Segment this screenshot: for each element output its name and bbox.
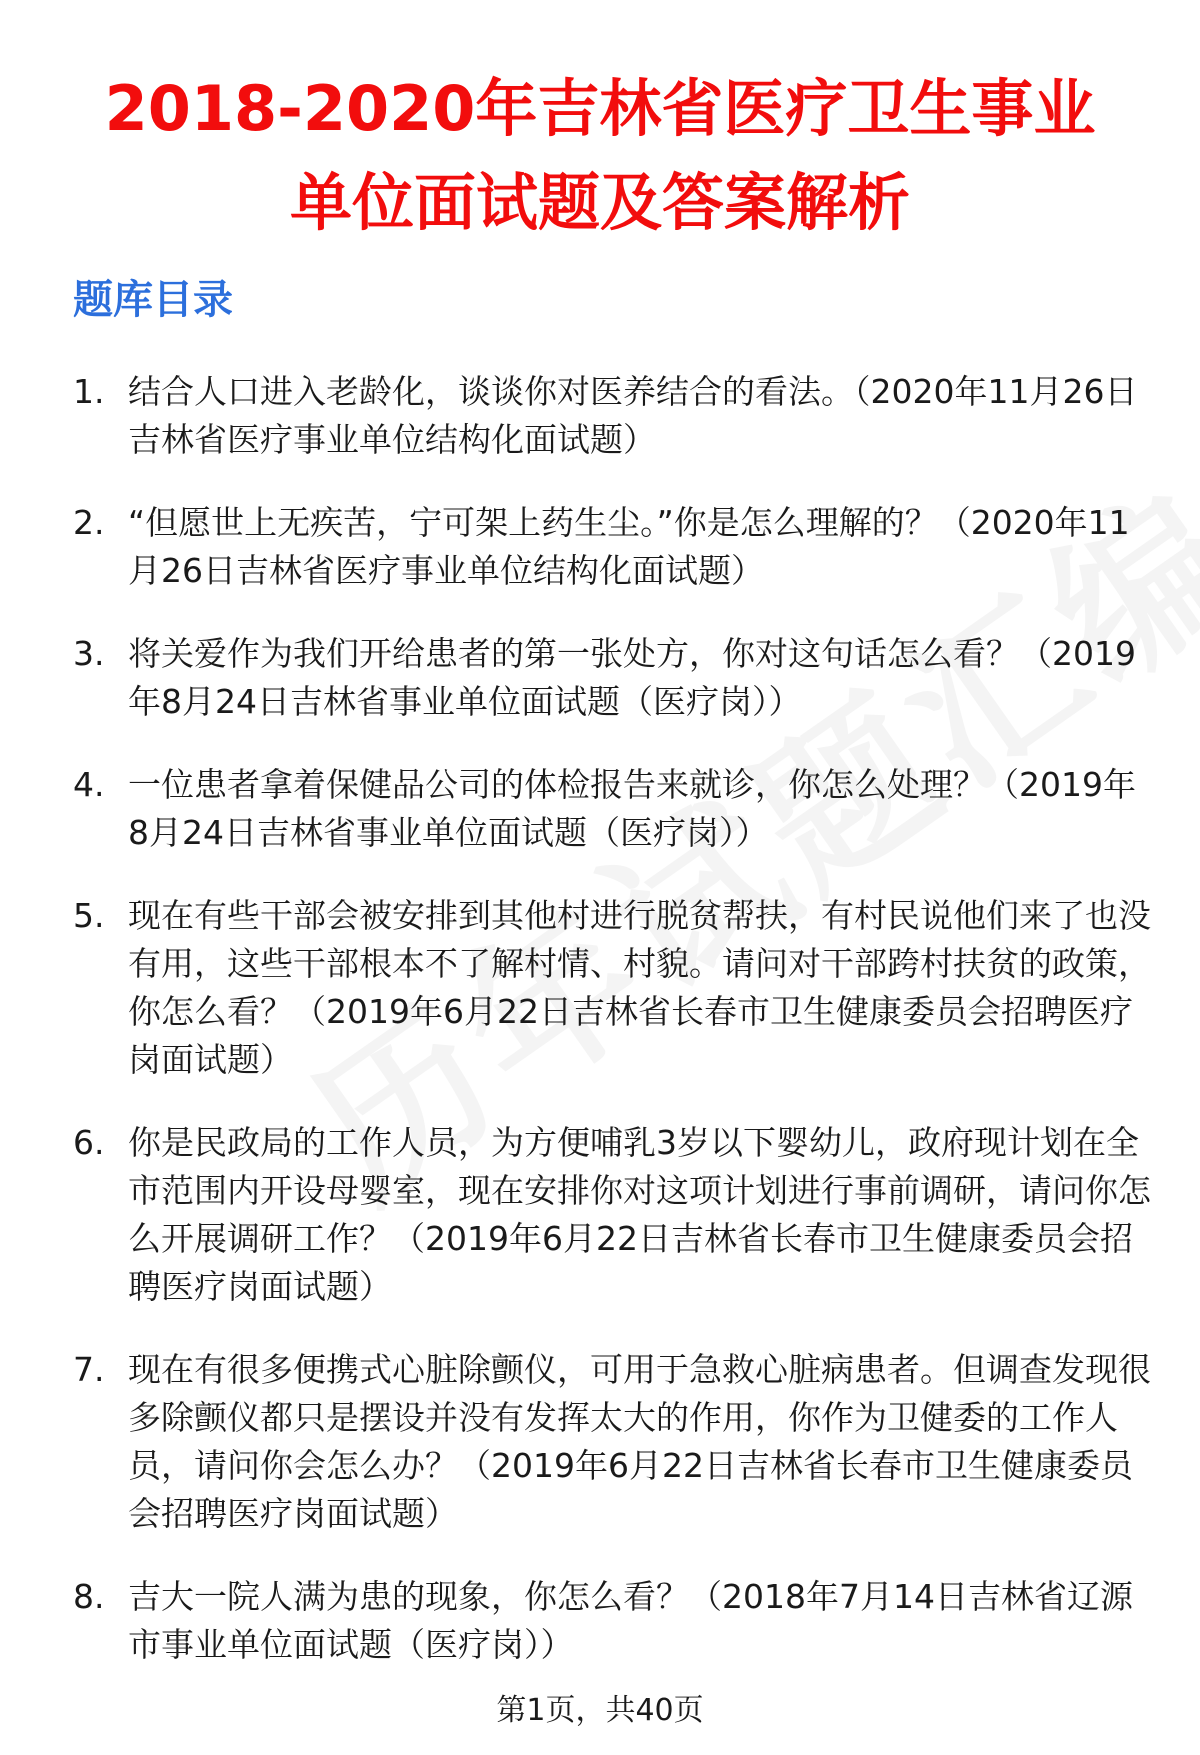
question-item bbox=[73, 368, 1153, 464]
page-title-line-2: 单位面试题及答案解析 bbox=[289, 166, 910, 239]
question-item bbox=[73, 1119, 1153, 1311]
question-text: 将关爱作为我们开给患者的第一张处方，你对这句话怎么看？（2019年8月24日吉林省事业单位面试题（医疗岗）） bbox=[128, 634, 1136, 721]
question-number: 3. bbox=[73, 634, 105, 673]
page-title-line-1: 2018-2020年吉林省医疗卫生事业 bbox=[104, 72, 1096, 145]
question-item bbox=[73, 892, 1153, 1084]
question-number: 5. bbox=[73, 896, 105, 935]
question-item bbox=[73, 499, 1153, 595]
question-item bbox=[73, 630, 1153, 726]
question-number: 1. bbox=[73, 372, 105, 411]
page-title bbox=[60, 62, 1140, 250]
section-heading-toc: 题库目录 bbox=[73, 277, 233, 323]
question-list bbox=[73, 368, 1153, 1704]
question-text: 你是民政局的工作人员，为方便哺乳3岁以下婴幼儿，政府现计划在全市范围内开设母婴室，现在安排你对这项计划进行事前调研，请问你怎么开展调研工作？（2019年6月22日吉林省长春市卫生健康委员会招聘医疗岗面试题） bbox=[128, 1123, 1151, 1306]
question-text: “但愿世上无疾苦，宁可架上药生尘。”你是怎么理解的？（2020年11月26日吉林省医疗事业单位结构化面试题） bbox=[128, 503, 1130, 590]
question-number: 2. bbox=[73, 503, 105, 542]
question-number: 4. bbox=[73, 765, 105, 804]
question-text: 一位患者拿着保健品公司的体检报告来就诊，你怎么处理？（2019年8月24日吉林省事业单位面试题（医疗岗）） bbox=[128, 765, 1136, 852]
question-number: 6. bbox=[73, 1123, 105, 1162]
question-text: 现在有些干部会被安排到其他村进行脱贫帮扶，有村民说他们来了也没有用，这些干部根本不了解村情、村貌。请问对干部跨村扶贫的政策，你怎么看？（2019年6月22日吉林省长春市卫生健康委员会招聘医疗岗面试题） bbox=[128, 896, 1151, 1079]
question-number: 8. bbox=[73, 1577, 105, 1616]
question-item bbox=[73, 1573, 1153, 1669]
question-text: 现在有很多便携式心脏除颤仪，可用于急救心脏病患者。但调查发现很多除颤仪都只是摆设并没有发挥太大的作用，你作为卫健委的工作人员，请问你会怎么办？（2019年6月22日吉林省长春市卫生健康委员会招聘医疗岗面试题） bbox=[128, 1350, 1151, 1533]
question-item bbox=[73, 1346, 1153, 1538]
question-item bbox=[73, 761, 1153, 857]
question-text: 吉大一院人满为患的现象，你怎么看？（2018年7月14日吉林省辽源市事业单位面试题（医疗岗）） bbox=[128, 1577, 1133, 1664]
page-number-footer: 第1页，共40页 bbox=[496, 1693, 704, 1728]
question-text: 结合人口进入老龄化，谈谈你对医养结合的看法。（2020年11月26日吉林省医疗事业单位结构化面试题） bbox=[128, 372, 1138, 459]
question-number: 7. bbox=[73, 1350, 105, 1389]
